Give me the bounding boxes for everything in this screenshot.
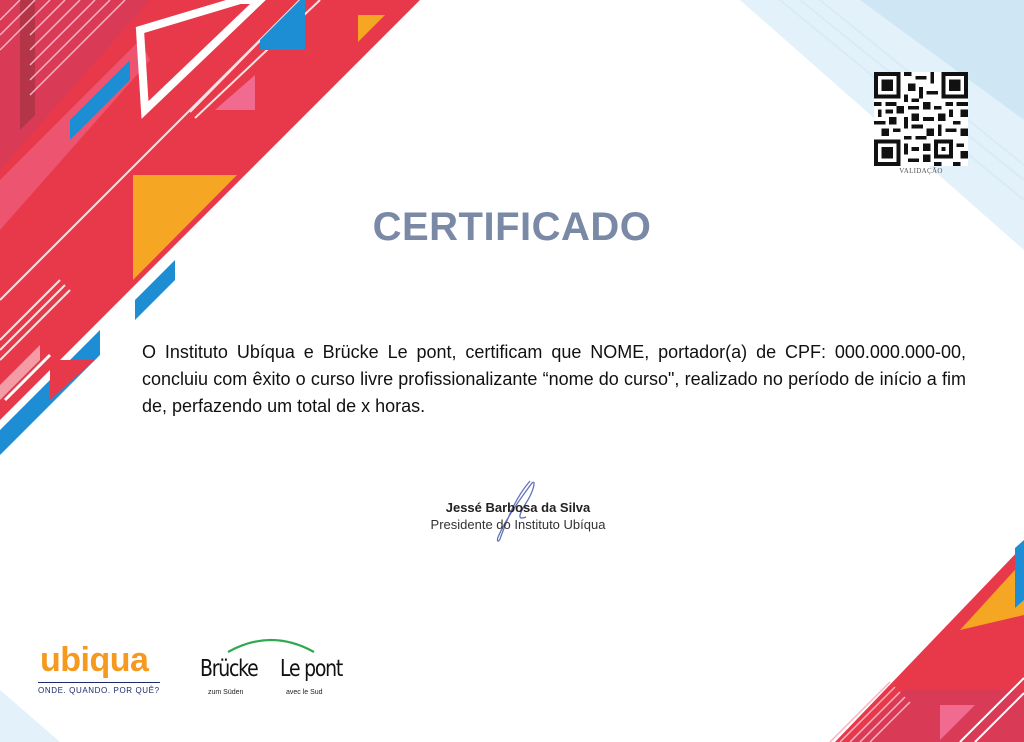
certificate-title: CERTIFICADO (372, 205, 652, 249)
qr-code-icon (874, 72, 968, 166)
brucke-lepont-logo (196, 634, 356, 704)
signatory-role: Presidente do Instituto Ubíqua (430, 517, 606, 532)
brand-sub-zum-suden: zum Süden (208, 689, 244, 696)
logo-arc-icon (226, 634, 316, 654)
brand-sub-avec-le-sud: avec le Sud (286, 689, 323, 696)
qr-caption: VALIDAÇÃO (899, 167, 943, 175)
ubiqua-tagline: ONDE. QUANDO. POR QUÊ? (38, 682, 160, 695)
signatory-block (412, 500, 624, 532)
brand-brucke: Brücke (200, 656, 258, 682)
ubiqua-wordmark: ubiqua (40, 641, 149, 679)
ubiqua-logo (36, 640, 170, 698)
qr-code-block[interactable] (871, 72, 971, 175)
brand-lepont: Le pont (280, 656, 343, 682)
signatory-name: Jessé Barbosa da Silva (445, 500, 591, 515)
certificate-body: O Instituto Ubíqua e Brücke Le pont, certificam que NOME, portador(a) de CPF: 000.000.000-00, concluiu com êxito o curso livre profissionalizante “nome do curso", realizado no período de início a fim de, perfazendo um total de x horas. (142, 342, 966, 416)
